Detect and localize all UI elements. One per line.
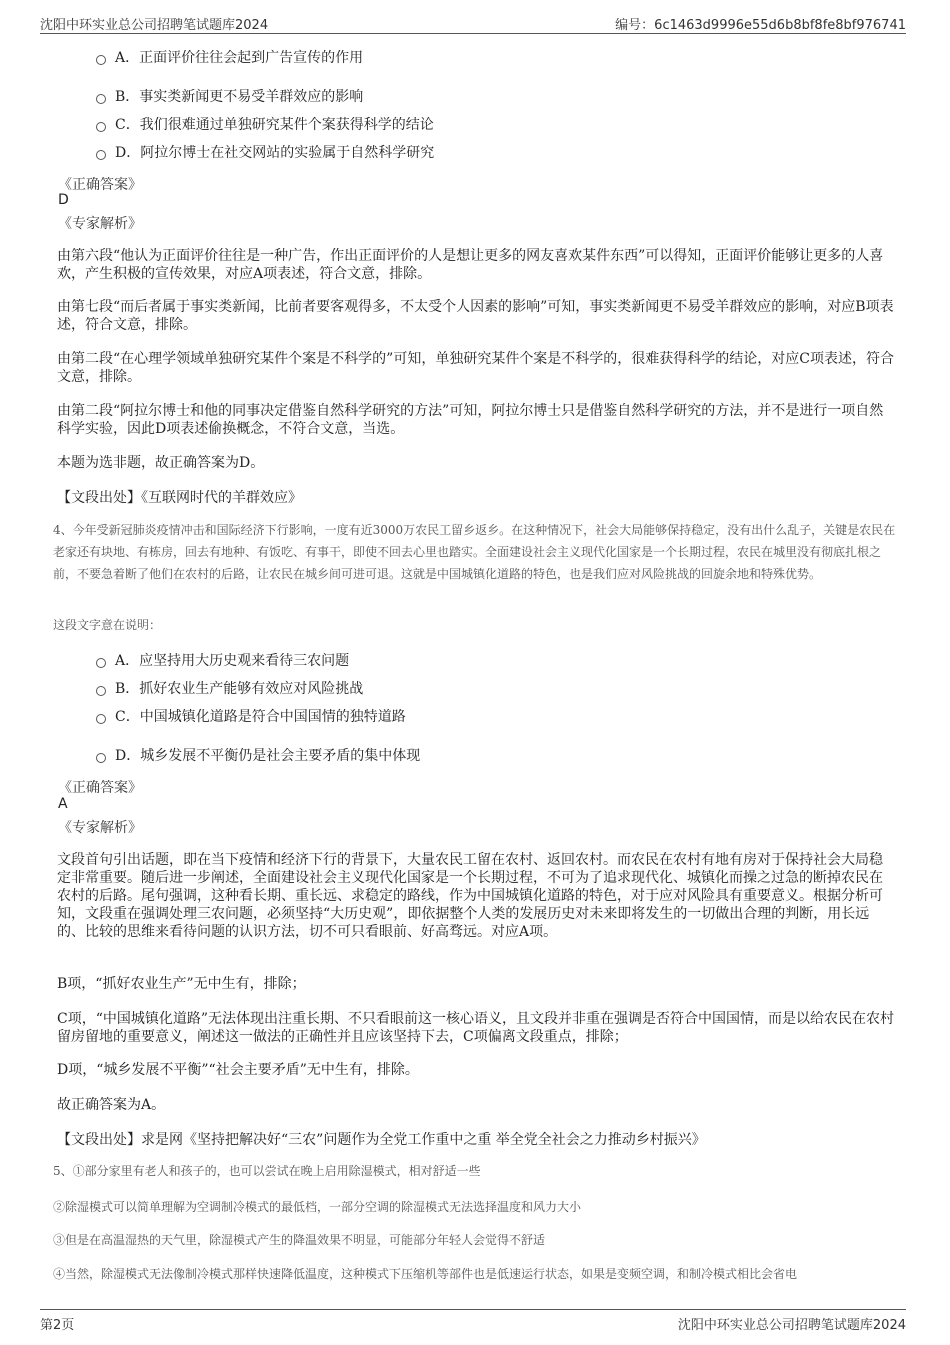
q5-line-1: 5、①部分家里有老人和孩子的，也可以尝试在晚上启用除湿模式，相对舒适一些: [53, 1164, 481, 1178]
q4-analysis-para-4: D项，“城乡发展不平衡”“社会主要矛盾”无中生有，排除。: [57, 1062, 419, 1078]
q3-answer-label: 《正确答案》: [58, 177, 142, 193]
q5-line-2: ②除湿模式可以简单理解为空调制冷模式的最低档，一部分空调的除湿模式无法选择温度和风力大小: [53, 1200, 582, 1214]
q4-analysis-para-3: C项，“中国城镇化道路”无法体现出注重长期、不只看眼前这一核心语义，且文段并非重在强调是否符合中国国情，而是以给农民在农村留房留地的重要意义，阐述这一做法的正确性并且应该坚持下去，C项偏离文段重点，排除；: [57, 1011, 895, 1045]
q3-source: 【文段出处】《互联网时代的羊群效应》: [57, 490, 302, 506]
q3-analysis-para-1: 由第六段“他认为正面评价往往是一种广告，作出正面评价的人是想让更多的网友喜欢某件东西”可以得知，正面评价能够让更多的人喜欢，产生积极的宣传效果，对应A项表述，符合文意，排除。: [57, 248, 884, 282]
radio-icon[interactable]: [96, 714, 106, 724]
q3-analysis-para-4: 由第二段“阿拉尔博士和他的同事决定借鉴自然科学研究的方法”可知，阿拉尔博士只是借鉴自然科学研究的方法，并不是进行一项自然科学实验，因此D项表述偷换概念，不符合文意，当选。: [57, 403, 884, 437]
q3-option-b[interactable]: B．事实类新闻更不易受羊群效应的影响: [96, 87, 363, 107]
q3-analysis-para-2: 由第七段“而后者属于事实类新闻，比前者要客观得多，不太受个人因素的影响”可知，事实类新闻更不易受羊群效应的影响，对应B项表述，符合文意，排除。: [57, 299, 894, 333]
q4-question: 这段文字意在说明：: [53, 618, 162, 632]
page-header: [40, 13, 906, 34]
page-number: 第2页: [40, 1318, 75, 1333]
q4-answer-label: 《正确答案》: [58, 780, 142, 796]
q4-source: 【文段出处】求是网《坚持把解决好“三农”问题作为全党工作重中之重 举全党全社会之力推动乡村振兴》: [57, 1132, 706, 1148]
q5-line-4: ④当然，除湿模式无法像制冷模式那样快速降低温度，这种模式下压缩机等部件也是低速运行状态，如果是变频空调，和制冷模式相比会省电: [53, 1267, 798, 1281]
q4-analysis-para-2: B项，“抓好农业生产”无中生有，排除；: [57, 976, 306, 992]
q3-analysis-label: 《专家解析》: [58, 216, 142, 232]
q3-analysis-para-5: 本题为选非题，故正确答案为D。: [57, 455, 265, 471]
radio-icon[interactable]: [96, 658, 106, 668]
q4-analysis-label: 《专家解析》: [58, 820, 142, 836]
radio-icon[interactable]: [96, 150, 106, 160]
header-title: 沈阳中环实业总公司招聘笔试题库2024: [40, 18, 269, 33]
q4-analysis-para-5: 故正确答案为A。: [57, 1097, 166, 1113]
q4-option-b[interactable]: B．抓好农业生产能够有效应对风险挑战: [96, 679, 363, 699]
q4-stem: 4、今年受新冠肺炎疫情冲击和国际经济下行影响，一度有近3000万农民工留乡返乡。在这种情况下，社会大局能够保持稳定，没有出什么乱子，关键是农民在老家还有块地、有栋房，回去有地种、有饭吃、有事干，即使不回去心里也踏实。全面建设社会主义现代化国家是一个长期过程，农民在城里没有彻底扎根之前，不要急着断了他们在农村的后路，让农民在城乡间可进可退。这就是中国城镇化道路的特色，也是我们应对风险挑战的回旋余地和特殊优势。: [53, 523, 896, 581]
footer-title: 沈阳中环实业总公司招聘笔试题库2024: [677, 1318, 906, 1333]
q4-option-d[interactable]: D．城乡发展不平衡仍是社会主要矛盾的集中体现: [96, 746, 420, 766]
q4-option-a[interactable]: A．应坚持用大历史观来看待三农问题: [96, 651, 349, 671]
q4-option-c[interactable]: C．中国城镇化道路是符合中国国情的独特道路: [96, 707, 406, 727]
q3-option-d[interactable]: D．阿拉尔博士在社交网站的实验属于自然科学研究: [96, 143, 434, 163]
radio-icon[interactable]: [96, 94, 106, 104]
q3-option-c[interactable]: C．我们很难通过单独研究某件个案获得科学的结论: [96, 115, 434, 135]
q4-answer: A: [58, 796, 68, 812]
radio-icon[interactable]: [96, 753, 106, 763]
radio-icon[interactable]: [96, 55, 106, 65]
q3-analysis-para-3: 由第二段“在心理学领域单独研究某件个案是不科学的”可知，单独研究某件个案是不科学的，很难获得科学的结论，对应C项表述，符合文意，排除。: [57, 351, 895, 385]
page-footer: [40, 1309, 906, 1332]
q3-answer: D: [58, 192, 69, 208]
header-doc-id: 编号：6c1463d9996e55d6b8bf8fe8bf976741: [615, 18, 906, 33]
q3-option-a[interactable]: A．正面评价往往会起到广告宣传的作用: [96, 48, 363, 68]
radio-icon[interactable]: [96, 122, 106, 132]
radio-icon[interactable]: [96, 686, 106, 696]
q5-line-3: ③但是在高温湿热的天气里，除湿模式产生的降温效果不明显，可能部分年轻人会觉得不舒适: [53, 1233, 546, 1247]
q4-analysis-para-1: 文段首句引出话题，即在当下疫情和经济下行的背景下，大量农民工留在农村、返回农村。而农民在农村有地有房对于保持社会大局稳定非常重要。随后进一步阐述，全面建设社会主义现代化国家是一个长期过程，不可为了追求现代化、城镇化而操之过急的断掉农民在农村的后路。尾句强调，这种看长期、重长远、求稳定的路线，作为中国城镇化道路的特色，对于应对风险具有重要意义。根据分析可知，文段重在强调处理三农问题，必须坚持“大历史观”，即依据整个人类的发展历史对未来即将发生的一切做出合理的判断，用长远的、比较的思维来看待问题的认识方法，切不可只看眼前、好高骛远。对应A项。: [57, 852, 883, 940]
